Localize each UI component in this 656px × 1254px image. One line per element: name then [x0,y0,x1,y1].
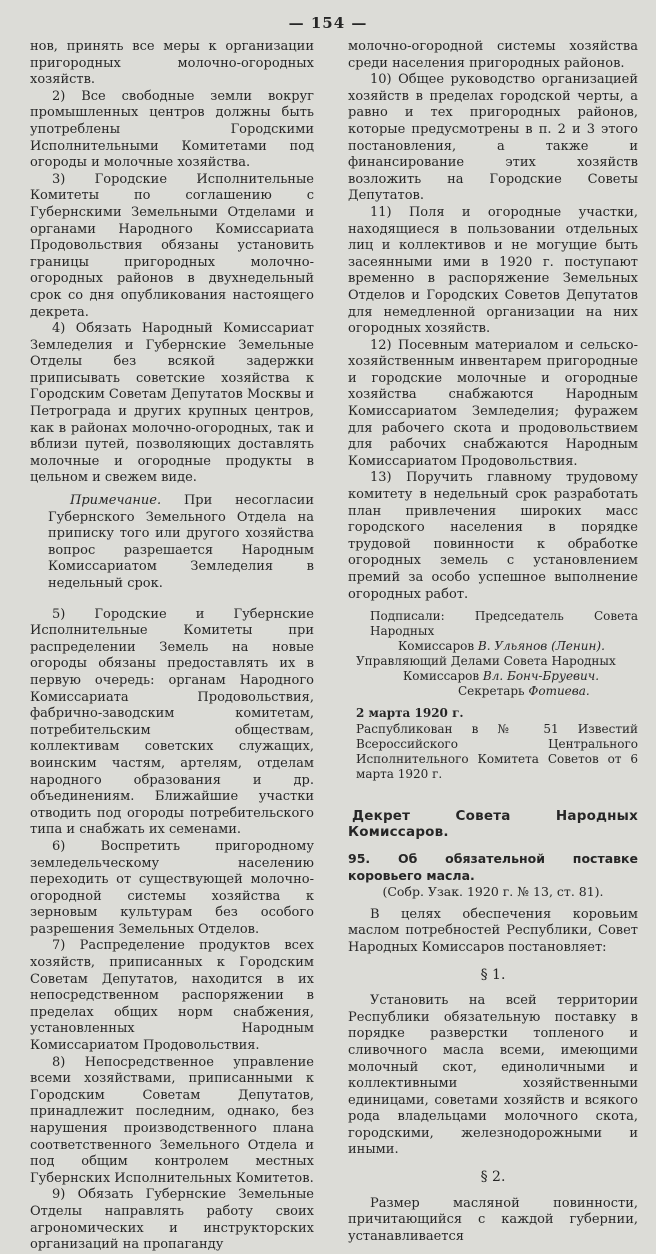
paragraph: 12) Посевным материалом и сельско-хозяйственным инвентарем пригородные и городские молочные и огородные хозяйства снабжаются Народным Комиссариатом Земледелия; фуражем для рабочего скота и продовольствием для рабочих снабжаются Народным Комиссариатом Продовольствия. [348,337,638,469]
note [48,493,314,593]
signature-name: Фотиева. [528,684,590,699]
paragraph: 10) Общее руководство организацией хозяйств в пределах городской черты, а равно и тех пригородных районов, которые предусмотрены в п. 2 и 3 этого постановления, а также и финансирование этих хозяйств возложить на Городские Советы Депутатов. [348,72,638,204]
signature-line [348,639,638,654]
page-number: — 154 — [288,14,368,32]
signature-line [348,684,638,699]
paragraph: 9) Обязать Губернские Земельные Отделы направлять работу своих агрономических и инструкторских организаций на пропаганду [30,1187,314,1253]
signature-role: Секретарь [458,684,529,699]
section-heading: § 1. [480,966,506,983]
decree-date: 2 марта 1920 г. [356,706,464,721]
section-heading: § 2. [480,1169,506,1186]
paragraph: молочно-огородной системы хозяйства среди населения пригородных районов. [348,39,638,71]
paragraph: 11) Поля и огородные участки, находящиеся в пользовании отдельных лиц и коллективов и не могущие быть засеянными ими в 1920 г. поступают временно в распоряжение Земельных Отделов и Городских Советов Депутатов для немедленной организации на них огородных хозяйств. [348,204,638,337]
paragraph: 3) Городские Исполнительные Комитеты по соглашению с Губернскими Земельными Отделами и органами Народного Комиссариата Продовольствия обязаны установить границы пригородных молочно-огородных районов в двухнедельный срок со дня опубликования настоящего декрета. [30,171,314,320]
paragraph: 7) Распределение продуктов всех хозяйств, приписанных к Городским Советам Депутатов, находится в их непосредственном распоряжении в пределах общих норм снабжения, установленных Народным Комиссариатом Продовольствия. [30,938,314,1054]
paragraph: нов, принять все меры к организации пригородных молочно-огородных хозяйств. [30,39,314,88]
decree-title: Декрет Совета Народных Комиссаров. [348,807,638,841]
signature-name: В. Ульянов (Ленин). [477,639,605,654]
paragraph: 8) Непосредственное управление всеми хозяйствами, приписанными к Городским Советам Депутатов, принадлежит последним, однако, без нарушения производственного плана соответственного Земельного Отдела и под общим контролем местных Губернских Исполнительных Комитетов. [30,1054,314,1186]
signature-line: Подписали: Председатель Совета Народных [370,609,638,639]
paragraph: 2) Все свободные земли вокруг промышленных центров должны быть употреблены Городскими Исполнительными Комитетами под огороды и молочные хозяйства. [30,88,314,171]
paragraph: В целях обеспечения коровьим маслом потребностей Республики, Совет Народных Комиссаров постановляет: [348,906,638,955]
publication-note: Распубликован в № 51 Известий Всероссийского Центрального Исполнительного Комитета Советов от 6 марта 1920 г. [356,721,638,781]
paragraph: Установить на всей территории Республики обязательную поставку в порядке разверстки топленого и сливочного масла всеми, имеющими молочный скот, единоличными и коллективными хозяйственными единицами, советами хозяйств и всякого рода владельцами молочного скота, городскими, железнодорожными и иными. [348,993,638,1158]
paragraph: 6) Воспретить пригородному земледельческому населению переходить от существующей молочно-огородной системы хозяйства к зерновым культурам без особого разрешения Земельных Отделов. [30,838,314,937]
decree-subtitle: 95. Об обязательной поставке коровьего масла. [348,850,638,883]
note-text: При несогласии Губернского Земельного Отдела на приписку того или другого хозяйства вопрос разрешается Народным Комиссариатом Земледелия в недельный срок. [48,493,314,591]
right-column [348,39,638,1245]
signature-name: Вл. Бонч-Бруевич. [482,669,600,684]
paragraph: Размер масляной повинности, причитающийся с каждой губернии, устанавливается [348,1195,638,1244]
signature-line [348,669,638,684]
signature-role: Комиссаров [403,669,483,684]
paragraph: 5) Городские и Губернские Исполнительные Комитеты при распределении Земель на новые огороды обязаны предоставлять их в первую очередь: органам Народного Комиссариата Продовольствия, фабрично-заводским комитетам, потребительским обществам, коллективам советских служащих, воинским частям, артелям, отделам народного образования и др. объединениям. Ближайшие участки отводить под огороды потребительского типа и снабжать их семенами. [30,606,314,838]
signature-line: Управляющий Делами Совета Народных [356,654,616,669]
paragraph: 13) Поручить главному трудовому комитету в недельный срок разработать план привлечения широких масс городского населения в порядке трудовой повинности к обработке огородных земель с установлением премий за особо успешное выполнение огородных работ. [348,470,638,602]
paragraph: 4) Обязать Народный Комиссариат Земледелия и Губернские Земельные Отделы без всякой задержки приписывать советские хозяйства к Городским Советам Депутатов Москвы и Петрограда и других крупных центров, как в районах молочно-огородных, так и вблизи путей, позволяющих доставлять молочные и огородные продукты в цельном и свежем виде. [30,321,314,486]
signature-role: Комиссаров [398,639,478,654]
left-column [30,39,314,1254]
note-lead: Примечание. [70,493,162,509]
decree-reference: (Собр. Узак. 1920 г. № 13, ст. 81). [382,884,604,900]
signatures [348,609,638,699]
